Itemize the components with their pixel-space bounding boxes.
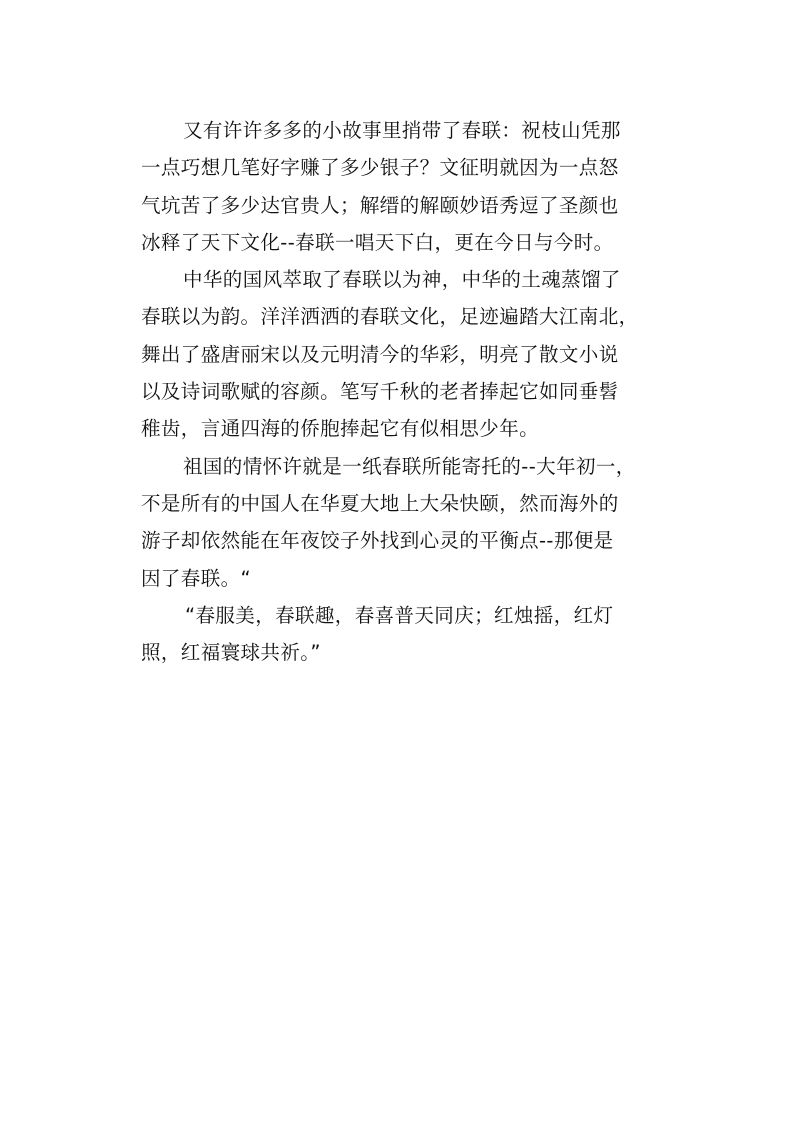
- paragraph-homeland-feelings: [141, 448, 663, 597]
- paragraph-national-style: [141, 261, 663, 447]
- text-line: 冰释了天下文化--春联一唱天下白，更在今日与今时。: [141, 230, 614, 254]
- text-line: 又有许许多多的小故事里捎带了春联：祝枝山凭那: [183, 119, 621, 142]
- text-line: 照，红福寰球共祈。”: [141, 641, 321, 665]
- text-line: 游子却依然能在年夜饺子外找到心灵的平衡点--那便是: [141, 529, 614, 553]
- text-line: 祖国的情怀许就是一纸春联所能寄托的--大年初一，: [183, 454, 636, 478]
- text-line: 春联以为韵。洋洋洒洒的春联文化，足迹遍踏大江南北，: [141, 305, 639, 329]
- paragraph-couplet-stories: [141, 112, 663, 261]
- text-line: 稚齿，言通四海的侨胞捧起它有似相思少年。: [141, 417, 540, 441]
- document-body: [141, 112, 663, 671]
- text-line: “春服美，春联趣，春喜普天同庆；红烛摇，红灯: [185, 603, 614, 627]
- text-line: 中华的国风萃取了春联以为神，中华的土魂蒸馏了: [183, 268, 621, 292]
- text-line: 舞出了盛唐丽宋以及元明清今的华彩，明亮了散文小说: [141, 342, 619, 366]
- text-line: 一点巧想几笔好字赚了多少银子？文征明就因为一点怒: [141, 156, 619, 180]
- paragraph-couplet-quote: [141, 597, 663, 672]
- text-line: 因了春联。“: [141, 566, 252, 590]
- text-line: 不是所有的中国人在华夏大地上大朵快颐，然而海外的: [141, 491, 619, 515]
- text-line: 气坑苦了多少达官贵人；解缙的解颐妙语秀逗了圣颜也: [141, 193, 619, 217]
- text-line: 以及诗词歌赋的容颜。笔写千秋的老者捧起它如同垂髫: [141, 380, 619, 404]
